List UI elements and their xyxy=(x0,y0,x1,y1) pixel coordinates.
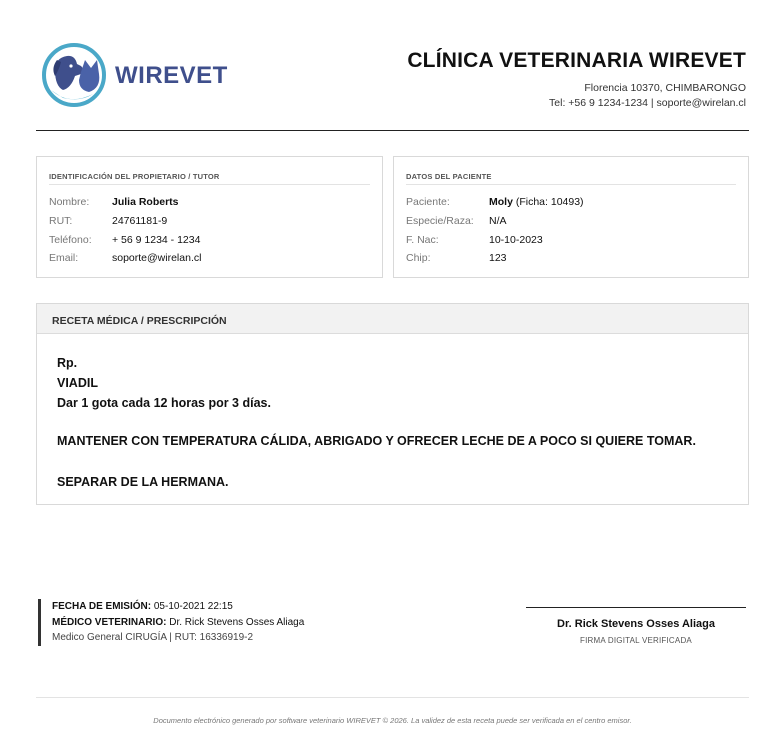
prescription-line: MANTENER CON TEMPERATURA CÁLIDA, ABRIGADO Y OFRECER LECHE DE A POCO SI QUIERE TOMAR. xyxy=(57,434,696,448)
prescription-header xyxy=(37,304,748,334)
patient-species: N/A xyxy=(489,215,507,227)
divider xyxy=(36,697,749,698)
field-label: RUT: xyxy=(49,215,73,227)
field-label: Teléfono: xyxy=(49,234,92,246)
field-label: Chip: xyxy=(406,252,431,264)
field-label: Nombre: xyxy=(49,196,90,208)
patient-box-title: DATOS DEL PACIENTE xyxy=(406,172,492,181)
owner-name: Julia Roberts xyxy=(112,196,179,208)
vet-row xyxy=(52,615,304,631)
prescription-box xyxy=(36,303,749,505)
patient-box xyxy=(393,156,749,278)
issue-date-label: FECHA DE EMISIÓN: xyxy=(52,601,152,612)
prescription-line: Dar 1 gota cada 12 horas por 3 días. xyxy=(57,396,271,410)
divider xyxy=(49,184,370,185)
field-label: Especie/Raza: xyxy=(406,215,474,227)
logo-wordmark: WIREVET xyxy=(115,62,228,89)
issue-date: 05-10-2021 22:15 xyxy=(153,601,233,612)
owner-box xyxy=(36,156,383,278)
prescription-line: VIADIL xyxy=(57,376,98,390)
vet-label: MÉDICO VETERINARIO: xyxy=(52,616,167,628)
field-label: Paciente: xyxy=(406,196,450,208)
patient-name-value xyxy=(489,196,584,208)
clinic-contact: Tel: +56 9 1234-1234 | soporte@wirelan.cl xyxy=(549,97,746,109)
patient-birth-date: 10-10-2023 xyxy=(489,234,543,246)
clinic-address: Florencia 10370, CHIMBARONGO xyxy=(584,82,746,94)
prescription-line: SEPARAR DE LA HERMANA. xyxy=(57,475,229,489)
divider xyxy=(406,184,736,185)
field-label: F. Nac: xyxy=(406,234,439,246)
document-header xyxy=(36,0,749,131)
owner-phone: + 56 9 1234 - 1234 xyxy=(112,234,201,246)
issue-details xyxy=(38,599,304,646)
owner-email: soporte@wirelan.cl xyxy=(112,252,202,264)
signature-name: Dr. Rick Stevens Osses Aliaga xyxy=(557,618,715,630)
vet-detail: Medico General CIRUGÍA | RUT: 16336919-2 xyxy=(52,632,254,643)
prescription-title: RECETA MÉDICA / PRESCRIPCIÓN xyxy=(52,315,227,327)
patient-name: Moly xyxy=(489,196,513,208)
clinic-logo xyxy=(41,40,228,112)
vet-name: Dr. Rick Stevens Osses Aliaga xyxy=(169,616,305,628)
issue-date-row xyxy=(52,599,304,615)
owner-rut: 24761181-9 xyxy=(112,215,168,227)
owner-box-title: IDENTIFICACIÓN DEL PROPIETARIO / TUTOR xyxy=(49,172,220,181)
patient-file-number: (Ficha: 10493) xyxy=(515,196,584,208)
clinic-name: CLÍNICA VETERINARIA WIREVET xyxy=(407,49,746,72)
disclaimer: Documento electrónico generado por software veterinario WIREVET © 2026. La validez de esta receta puede ser verificada en el centro emisor. xyxy=(153,716,632,725)
field-label: Email: xyxy=(49,252,79,264)
signature-line xyxy=(526,607,746,608)
patient-chip: 123 xyxy=(489,252,507,264)
prescription-line: Rp. xyxy=(57,356,78,370)
signature-caption: FIRMA DIGITAL VERIFICADA xyxy=(580,636,692,645)
pet-dog-cat-icon xyxy=(41,40,111,112)
